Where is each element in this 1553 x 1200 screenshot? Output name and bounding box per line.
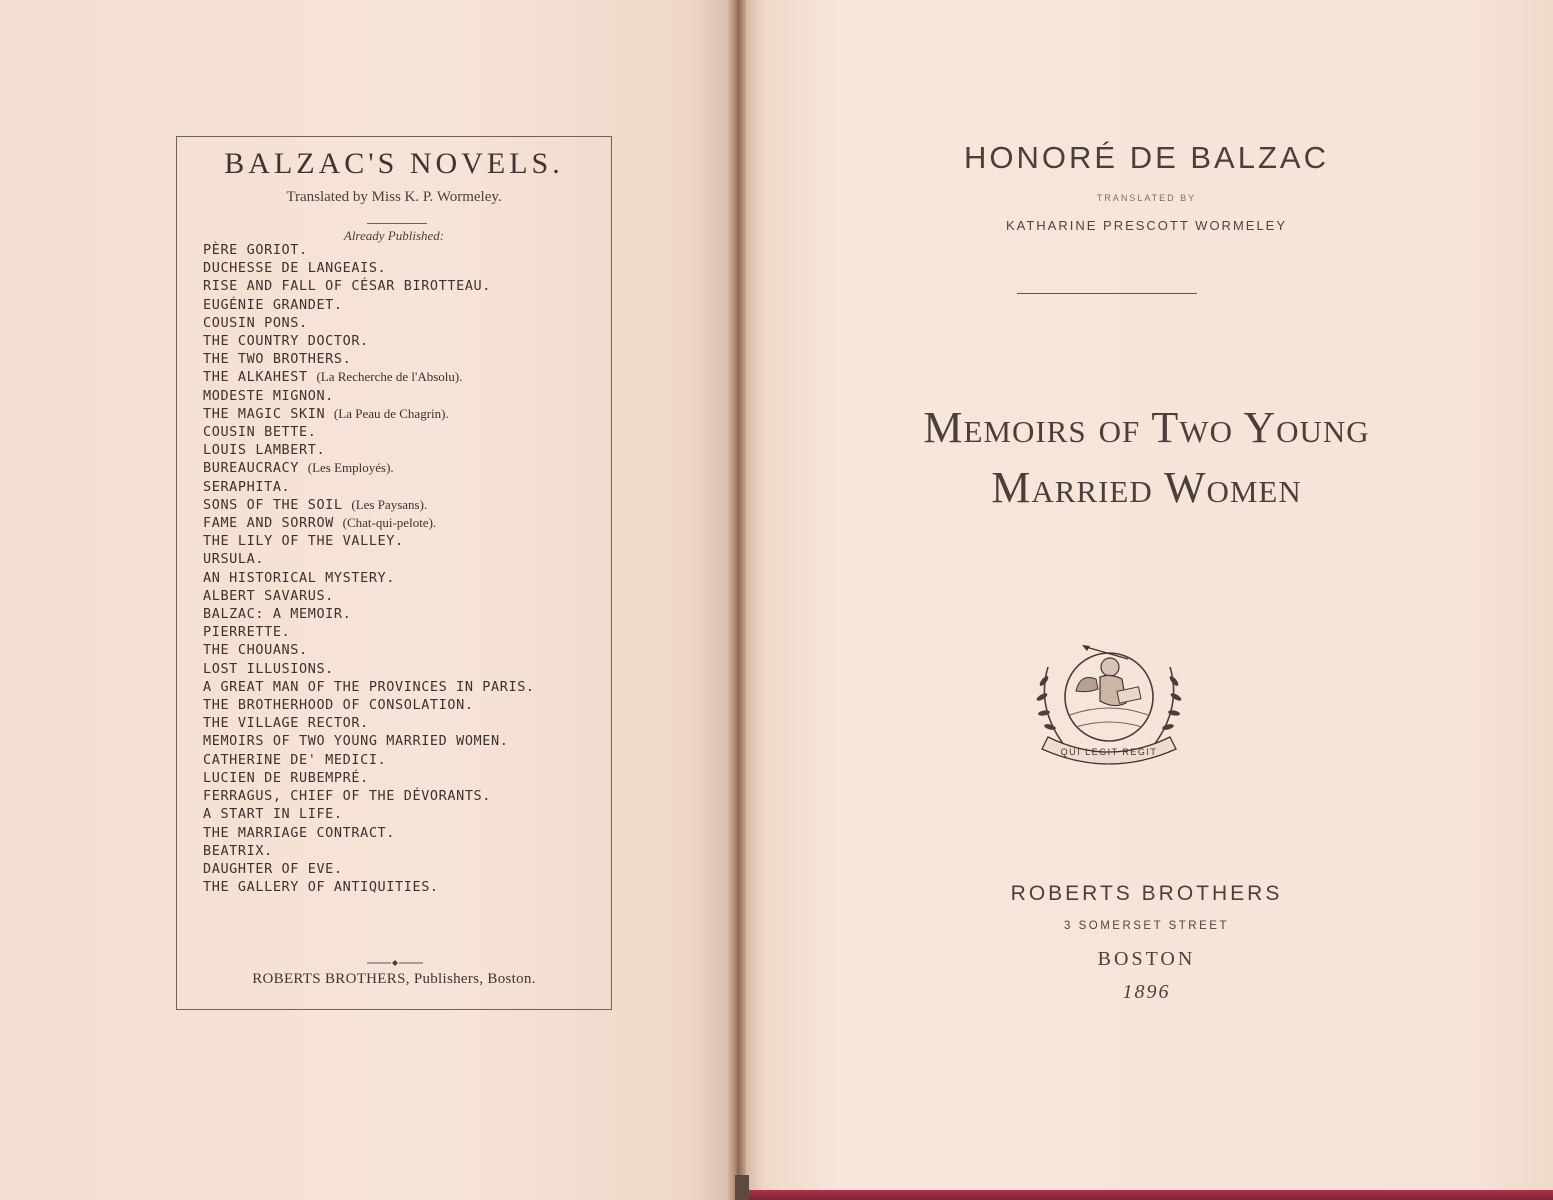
novel-list-item [203,787,603,805]
novel-title: THE LILY OF THE VALLEY. [203,533,404,550]
novel-title: THE VILLAGE RECTOR. [203,715,369,732]
emblem-motto: QUI LEGIT REGIT [1060,747,1158,757]
novel-list-item [203,332,603,350]
novel-title: CATHERINE DE' MEDICI. [203,751,387,768]
ad-title: BALZAC'S NOVELS. [224,147,564,180]
publisher-address: 3 SOMERSET STREET [1064,920,1229,932]
ad-publisher-line: ROBERTS BROTHERS, Publishers, Boston. [252,971,536,987]
novel-title: EUGÉNIE GRANDET. [203,296,343,313]
novel-title: BUREAUCRACY [203,460,308,477]
novel-title: COUSIN BETTE. [203,424,317,441]
novel-list-item [203,350,603,368]
publication-year: 1896 [1122,981,1171,1003]
novel-title: PÈRE GORIOT. [203,242,308,258]
right-page [740,0,1553,1200]
novel-title: FAME AND SORROW [203,515,343,532]
novel-list-item [203,514,603,532]
novel-title: SERAPHITA. [203,478,291,495]
novel-title: COUSIN PONS. [203,314,308,331]
novel-list-item [203,751,603,769]
novel-title: THE CHOUANS. [203,642,308,659]
author-name: HONORÉ DE BALZAC [964,140,1329,175]
novel-list-item [203,259,603,277]
novel-list-item [203,696,603,714]
novel-title: DAUGHTER OF EVE. [203,860,343,877]
novel-list-item [203,824,603,842]
novel-list-item [203,805,603,823]
novel-original-title: (La Peau de Chagrin). [333,405,449,421]
novel-title: RISE AND FALL OF CÉSAR BIROTTEAU. [203,278,492,295]
novel-list-item [203,678,603,696]
novel-original-title: (La Recherche de l'Absolu). [316,369,463,385]
book-title [740,398,1553,518]
novel-list-item [203,842,603,860]
novel-list-item [203,314,603,332]
novel-title: A GREAT MAN OF THE PROVINCES IN PARIS. [203,678,535,695]
novel-title: DUCHESSE DE LANGEAIS. [203,260,387,277]
novel-list-item [203,441,603,459]
novel-title: URSULA. [203,551,265,568]
novel-list-item [203,641,603,659]
novel-list-item [203,569,603,587]
novel-title: THE BROTHERHOOD OF CONSOLATION. [203,697,474,714]
ad-translator-line: Translated by Miss K. P. Wormeley. [286,189,502,205]
translator-name: KATHARINE PRESCOTT WORMELEY [1005,218,1288,233]
novel-title: LOUIS LAMBERT. [203,442,326,459]
novel-list-item [203,550,603,568]
novel-title: THE ALKAHEST [203,369,317,386]
novel-title: THE GALLERY OF ANTIQUITIES. [203,879,439,896]
novels-list-box [176,136,612,1010]
book-gutter [728,0,746,1200]
novel-title: FERRAGUS, CHIEF OF THE DÉVORANTS. [203,788,492,805]
book-title-line-2: Married Women [991,463,1302,512]
novel-title: MODESTE MIGNON. [203,387,334,404]
novel-list-item [203,405,603,423]
novel-title: BEATRIX. [203,842,273,859]
novel-list-item [203,478,603,496]
publisher-name: ROBERTS BROTHERS [1010,882,1283,905]
novel-list-item [203,459,603,477]
novel-list-item [203,878,603,896]
cover-edge-marbled [735,1175,749,1200]
novel-title: THE TWO BROTHERS. [203,351,352,368]
novel-title: BALZAC: A MEMOIR. [203,606,352,623]
novel-list-item [203,623,603,641]
novel-list-item [203,660,603,678]
cover-edge [740,1190,1553,1200]
publisher-emblem-icon [1030,637,1188,775]
novel-title: THE MAGIC SKIN [203,405,334,422]
novel-list-item [203,296,603,314]
novel-original-title: (Les Employés). [307,460,394,476]
novel-title: THE MARRIAGE CONTRACT. [203,824,396,841]
novel-title: THE COUNTRY DOCTOR. [203,333,369,350]
novel-list-item [203,387,603,405]
novel-title: LUCIEN DE RUBEMPRÉ. [203,769,369,786]
novel-list-item [203,496,603,514]
novel-list-item [203,605,603,623]
novel-title: A START IN LIFE. [203,806,343,823]
novel-list-item [203,532,603,550]
novel-title: ALBERT SAVARUS. [203,587,334,604]
novel-title: LOST ILLUSIONS. [203,660,334,677]
novel-list-item [203,769,603,787]
already-published-heading: Already Published: [343,228,445,243]
translated-by-label: TRANSLATED BY [1096,193,1197,203]
novel-title: MEMOIRS OF TWO YOUNG MARRIED WOMEN. [203,733,509,750]
novel-list-item [203,860,603,878]
novel-title: SONS OF THE SOIL [203,496,352,513]
novel-list-item [203,587,603,605]
ad-divider [367,223,427,224]
novel-title: AN HISTORICAL MYSTERY. [203,569,396,586]
novels-list [203,241,603,896]
publisher-city: BOSTON [1097,948,1196,970]
novel-list-item [203,368,603,386]
book-title-line-1: Memoirs of Two Young [923,403,1370,452]
novel-title: PIERRETTE. [203,624,291,641]
novel-list-item [203,241,603,259]
novel-original-title: (Chat-qui-pelote). [342,515,437,531]
novel-list-item [203,423,603,441]
novel-list-item [203,732,603,750]
title-divider [1017,293,1197,294]
novel-original-title: (Les Paysans). [351,496,428,512]
novel-list-item [203,277,603,295]
ornament-rule-icon [365,959,425,967]
novel-list-item [203,714,603,732]
